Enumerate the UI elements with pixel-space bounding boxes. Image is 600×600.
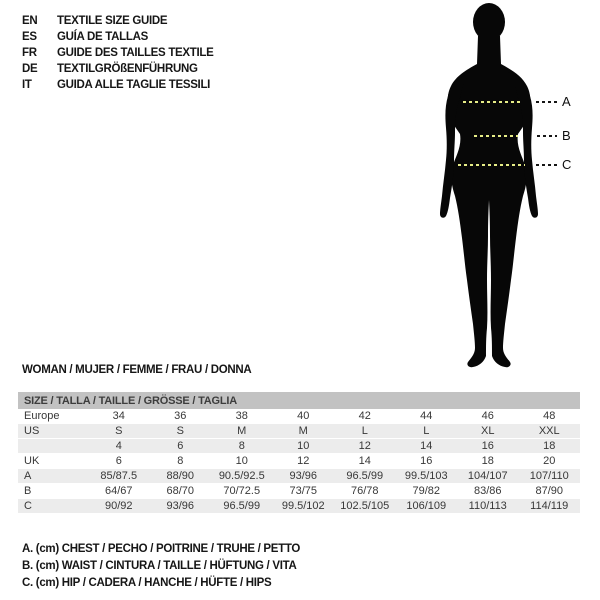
size-cell: S (150, 424, 212, 439)
size-cell: 10 (273, 439, 335, 454)
row-label: A (18, 469, 88, 484)
size-cell: 44 (396, 409, 458, 424)
size-cell: 90/92 (88, 499, 150, 514)
size-cell: 4 (88, 439, 150, 454)
size-cell: 10 (211, 454, 273, 469)
size-cell: 96.5/99 (211, 499, 273, 514)
size-cell: 104/107 (457, 469, 519, 484)
measure-line-chest (0, 94, 600, 109)
size-cell: 83/86 (457, 484, 519, 499)
language-code: ES (22, 31, 37, 43)
measure-line-hip (0, 157, 600, 172)
hip-dash-leader (536, 164, 557, 166)
size-cell: 68/70 (150, 484, 212, 499)
size-cell: M (211, 424, 273, 439)
language-code: DE (22, 63, 38, 75)
size-cell: L (334, 424, 396, 439)
size-cell: 48 (519, 409, 581, 424)
measure-line-waist (0, 128, 600, 143)
size-cell: L (396, 424, 458, 439)
size-cell: S (88, 424, 150, 439)
row-label: UK (18, 454, 88, 469)
waist-dash-on-body (474, 135, 518, 137)
table-row (18, 484, 580, 499)
size-cell: 40 (273, 409, 335, 424)
size-cell: 102.5/105 (334, 499, 396, 514)
size-cell: 88/90 (150, 469, 212, 484)
legend-line: C. (cm) HIP / CADERA / HANCHE / HÜFTE / HIPS (22, 577, 272, 589)
size-cell: XXL (519, 424, 581, 439)
size-cell: 93/96 (150, 499, 212, 514)
size-cell: 6 (88, 454, 150, 469)
size-cell: 36 (150, 409, 212, 424)
size-cell: 16 (396, 454, 458, 469)
size-cell: 99.5/102 (273, 499, 335, 514)
table-row (18, 439, 580, 454)
row-label: Europe (18, 409, 88, 424)
size-cell: 93/96 (273, 469, 335, 484)
row-label: C (18, 499, 88, 514)
size-cell: 99.5/103 (396, 469, 458, 484)
size-cell: 6 (150, 439, 212, 454)
measure-label-c: C (562, 157, 572, 172)
measure-label-a: A (562, 94, 571, 109)
size-cell: 76/78 (334, 484, 396, 499)
waist-dash-leader (537, 135, 557, 137)
legend-line: A. (cm) CHEST / PECHO / POITRINE / TRUHE / PETTO (22, 543, 301, 555)
size-cell: 96.5/99 (334, 469, 396, 484)
size-cell: XL (457, 424, 519, 439)
section-title-woman: WOMAN / MUJER / FEMME / FRAU / DONNA (22, 364, 252, 376)
measurement-legend (22, 541, 300, 592)
guide-title-text: TEXTILGRÖßENFÜHRUNG (57, 63, 198, 75)
size-cell: 73/75 (273, 484, 335, 499)
size-cell: 8 (211, 439, 273, 454)
size-cell: 90.5/92.5 (211, 469, 273, 484)
table-row (18, 469, 580, 484)
table-header-label: SIZE / TALLA / TAILLE / GRÖSSE / TAGLIA (18, 392, 580, 409)
row-label (18, 439, 88, 454)
size-cell: 18 (519, 439, 581, 454)
size-table (18, 392, 580, 514)
size-cell: 79/82 (396, 484, 458, 499)
size-cell: 18 (457, 454, 519, 469)
legend-line: B. (cm) WAIST / CINTURA / TAILLE / HÜFTUNG / VITA (22, 560, 297, 572)
size-cell: 46 (457, 409, 519, 424)
size-cell: M (273, 424, 335, 439)
chest-dash-on-body (463, 101, 523, 103)
table-row (18, 409, 580, 424)
size-cell: 70/72.5 (211, 484, 273, 499)
size-cell: 14 (334, 454, 396, 469)
size-cell: 107/110 (519, 469, 581, 484)
size-cell: 20 (519, 454, 581, 469)
size-cell: 85/87.5 (88, 469, 150, 484)
table-row (18, 424, 580, 439)
measure-label-b: B (562, 128, 571, 143)
size-cell: 8 (150, 454, 212, 469)
size-cell: 87/90 (519, 484, 581, 499)
size-cell: 64/67 (88, 484, 150, 499)
row-label: B (18, 484, 88, 499)
size-cell: 110/113 (457, 499, 519, 514)
guide-title-text: GUIDE DES TAILLES TEXTILE (57, 47, 214, 59)
guide-title-text: GUÍA DE TALLAS (57, 31, 148, 43)
size-cell: 14 (396, 439, 458, 454)
size-cell: 106/109 (396, 499, 458, 514)
table-row (18, 454, 580, 469)
table-row (18, 499, 580, 514)
language-code: EN (22, 15, 38, 27)
row-label: US (18, 424, 88, 439)
guide-title-text: TEXTILE SIZE GUIDE (57, 15, 168, 27)
language-code: IT (22, 79, 32, 91)
table-header-row (18, 392, 580, 409)
woman-silhouette-icon (428, 2, 558, 370)
size-cell: 12 (273, 454, 335, 469)
size-cell: 42 (334, 409, 396, 424)
size-cell: 12 (334, 439, 396, 454)
hip-dash-on-body (458, 164, 525, 166)
chest-dash-leader (536, 101, 557, 103)
guide-title-text: GUIDA ALLE TAGLIE TESSILI (57, 79, 211, 91)
size-cell: 38 (211, 409, 273, 424)
language-code: FR (22, 47, 37, 59)
size-cell: 114/119 (519, 499, 581, 514)
size-cell: 16 (457, 439, 519, 454)
size-cell: 34 (88, 409, 150, 424)
